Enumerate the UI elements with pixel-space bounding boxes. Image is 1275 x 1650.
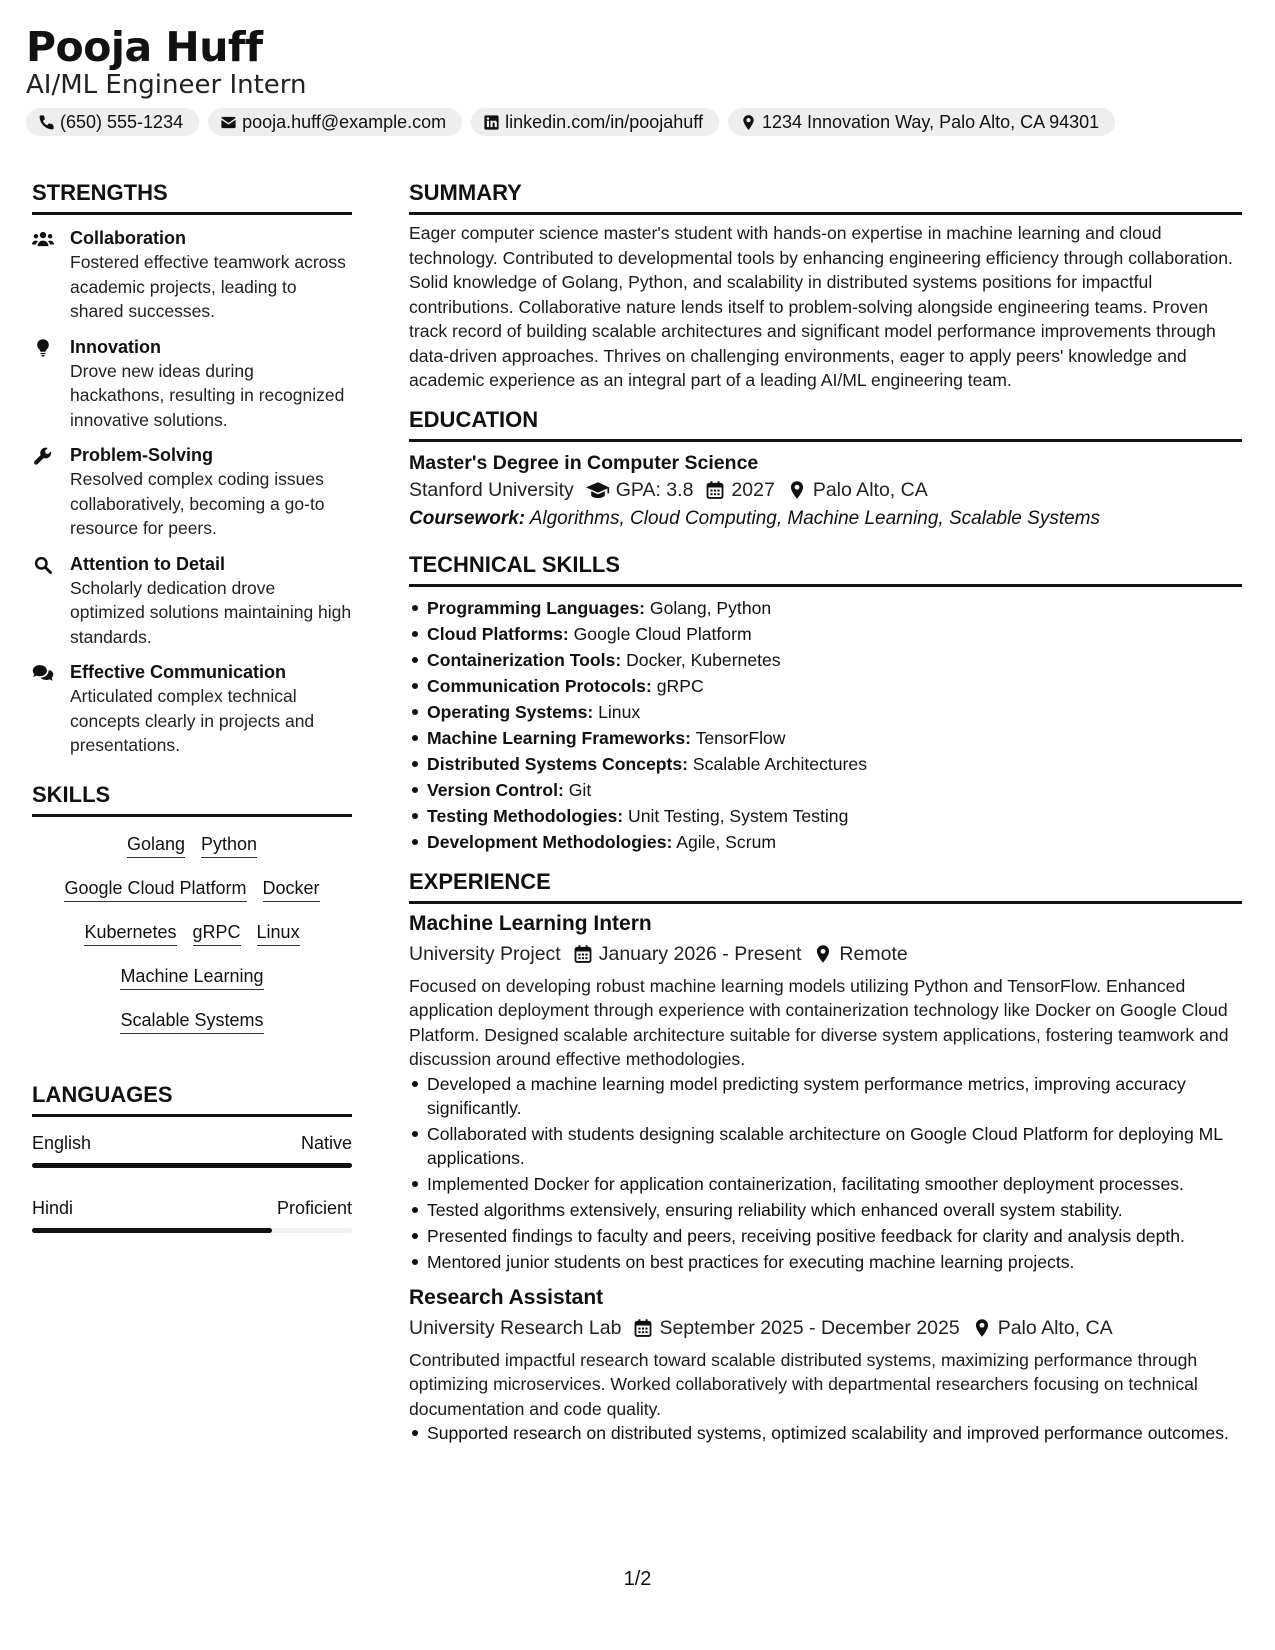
contact-linkedin[interactable] — [471, 108, 719, 136]
school-name: Stanford University — [409, 478, 574, 501]
language-proficiency-bar — [32, 1228, 352, 1233]
strength-desc: Articulated complex technical concepts clearly in projects and presentations. — [70, 686, 315, 755]
education-location: Palo Alto, CA — [812, 478, 928, 501]
technical-skills-heading: TECHNICAL SKILLS — [409, 550, 1242, 587]
skill-tag: gRPC — [193, 921, 241, 946]
calendar-icon — [705, 480, 725, 500]
coursework-list: Algorithms, Cloud Computing, Machine Learning, Scalable Systems — [529, 507, 1100, 529]
graduation-year: 2027 — [731, 478, 775, 501]
strengths-list — [32, 226, 352, 758]
contact-bar — [26, 108, 1255, 136]
list-item: Programming Languages: Golang, Python — [409, 595, 1242, 621]
comments-icon — [32, 663, 54, 683]
page-number: 1/2 — [623, 1568, 652, 1590]
list-item: Operating Systems: Linux — [409, 699, 1242, 725]
job-dates: January 2026 - Present — [598, 942, 802, 965]
language-proficiency-bar — [32, 1163, 352, 1168]
strength-desc: Fostered effective teamwork across academic projects, leading to shared successes. — [70, 252, 346, 321]
job-dates: September 2025 - December 2025 — [659, 1316, 960, 1339]
job-summary: Focused on developing robust machine learning models utilizing Python and TensorFlow. Enhanced application deployment through experience with containerization technology like Docker on Google Cloud Platform. Designed scalable architecture suitable for diverse system applications, fostering teamwork and discussion around effective methodologies. — [409, 975, 1229, 1069]
language-name: Hindi — [32, 1197, 74, 1218]
strength-title: Collaboration — [70, 228, 186, 248]
envelope-icon — [220, 114, 237, 131]
education-heading: EDUCATION — [409, 405, 1242, 442]
strength-title: Effective Communication — [70, 662, 287, 682]
job-org: University Research Lab — [409, 1316, 622, 1339]
strength-title: Problem-Solving — [70, 445, 214, 465]
summary-text: Eager computer science master's student with hands-on expertise in machine learning and cloud technology. Contributed to developmental tools by enhancing engineering efficiency through collaboration. Solid knowledge of Golang, Python, and scalability in distributed systems positions for impactful contributions. Collaborative nature lends itself to problem-solving alongside engineering teams. Proven track record of building scalable architectures and significant model performance improvements through data-driven approaches. Thrives on challenging environments, eager to apply peers' knowledge and academic experience as an integral part of a leading AI/ML engineering team. — [409, 223, 1233, 390]
resume-header — [26, 22, 1255, 136]
language-item — [32, 1131, 352, 1168]
calendar-icon — [633, 1318, 653, 1338]
list-item: Mentored junior students on best practices for executing machine learning projects. — [409, 1250, 1242, 1274]
summary-heading: SUMMARY — [409, 178, 1242, 215]
degree-title: Master's Degree in Computer Science — [409, 451, 759, 474]
map-pin-icon — [813, 944, 833, 964]
skill-tag: Scalable Systems — [120, 1009, 263, 1034]
gpa-value: GPA: 3.8 — [615, 478, 694, 501]
skill-tag: Machine Learning — [120, 965, 263, 990]
calendar-icon — [573, 944, 593, 964]
job-org: University Project — [409, 942, 561, 965]
skill-tag: Google Cloud Platform — [64, 877, 246, 902]
list-item: Containerization Tools: Docker, Kubernetes — [409, 647, 1242, 673]
job-bullets — [409, 1072, 1242, 1274]
contact-email[interactable] — [208, 108, 462, 136]
language-proficiency-fill — [32, 1163, 352, 1168]
job-title: Machine Learning Intern — [409, 911, 652, 935]
strengths-heading: STRENGTHS — [32, 178, 352, 215]
map-pin-icon — [740, 114, 757, 131]
candidate-name: Pooja Huff — [26, 23, 263, 71]
list-item: Developed a machine learning model predicting system performance metrics, improving accuracy significantly. — [409, 1072, 1242, 1121]
lightbulb-icon — [32, 338, 54, 358]
job-entry — [409, 1284, 1242, 1446]
job-location: Remote — [839, 942, 908, 965]
list-item: Supported research on distributed systems, optimized scalability and improved performance outcomes. — [409, 1421, 1242, 1445]
strength-item — [32, 660, 352, 758]
skill-tag: Docker — [263, 877, 320, 902]
skill-tag: Golang — [127, 833, 185, 858]
strength-item — [32, 335, 352, 433]
language-proficiency-fill — [32, 1228, 272, 1233]
list-item: Presented findings to faculty and peers, receiving positive feedback for clarity and analysis depth. — [409, 1224, 1242, 1248]
language-level: Native — [300, 1132, 352, 1153]
skill-tag: Kubernetes — [84, 921, 176, 946]
graduation-cap-icon — [586, 480, 610, 500]
strength-item — [32, 443, 352, 541]
list-item: Implemented Docker for application containerization, facilitating smoother deployment processes. — [409, 1172, 1242, 1196]
strength-desc: Drove new ideas during hackathons, resulting in recognized innovative solutions. — [70, 360, 345, 430]
contact-address-text: 1234 Innovation Way, Palo Alto, CA 94301 — [761, 111, 1100, 132]
users-icon — [32, 229, 54, 249]
list-item: Development Methodologies: Agile, Scrum — [409, 829, 1242, 855]
technical-skills-list — [409, 595, 1242, 855]
strength-item — [32, 226, 352, 324]
strength-desc: Scholarly dedication drove optimized solutions maintaining high standards. — [70, 577, 352, 647]
skills-heading: SKILLS — [32, 780, 352, 817]
job-bullets — [409, 1421, 1242, 1445]
list-item: Distributed Systems Concepts: Scalable Architectures — [409, 751, 1242, 777]
strength-title: Attention to Detail — [70, 553, 225, 574]
list-item: Cloud Platforms: Google Cloud Platform — [409, 621, 1242, 647]
map-pin-icon — [787, 480, 807, 500]
contact-phone-text: (650) 555-1234 — [60, 111, 184, 132]
strength-desc: Resolved complex coding issues collaboratively, becoming a go-to resource for peers. — [70, 469, 325, 538]
map-pin-icon — [972, 1318, 992, 1338]
language-item — [32, 1196, 352, 1233]
experience-heading: EXPERIENCE — [409, 867, 1242, 904]
list-item: Communication Protocols: gRPC — [409, 673, 1242, 699]
coursework-label: Coursework: — [409, 507, 526, 529]
language-name: English — [32, 1132, 92, 1153]
candidate-role: AI/ML Engineer Intern — [26, 70, 307, 100]
job-meta — [409, 940, 1242, 968]
job-location: Palo Alto, CA — [997, 1316, 1113, 1339]
language-level: Proficient — [276, 1197, 352, 1218]
strength-title: Innovation — [70, 336, 161, 357]
wrench-icon — [32, 446, 54, 466]
contact-address[interactable] — [728, 108, 1115, 136]
list-item: Version Control: Git — [409, 777, 1242, 803]
skill-tag: Linux — [257, 921, 300, 946]
contact-email-text: pooja.huff@example.com — [242, 111, 447, 132]
left-column — [32, 178, 352, 1233]
magnifier-icon — [32, 555, 54, 575]
contact-phone[interactable] — [26, 108, 199, 136]
job-meta — [409, 1314, 1242, 1342]
skills-tag-cloud — [32, 817, 352, 1034]
right-column — [409, 178, 1242, 1447]
linkedin-icon — [483, 114, 500, 131]
list-item: Collaborated with students designing scalable architecture on Google Cloud Platform for deploying ML applications. — [409, 1122, 1242, 1171]
job-summary: Contributed impactful research toward scalable distributed systems, maximizing performance through optimizing microservices. Worked collaboratively with departmental researchers focusing on technical documentation and code quality. — [409, 1349, 1198, 1419]
phone-icon — [38, 114, 55, 131]
job-entry — [409, 910, 1242, 1274]
contact-linkedin-text: linkedin.com/in/poojahuff — [505, 111, 703, 132]
list-item: Machine Learning Frameworks: TensorFlow — [409, 725, 1242, 751]
list-item: Testing Methodologies: Unit Testing, System Testing — [409, 803, 1242, 829]
coursework-line — [409, 504, 1242, 534]
job-title: Research Assistant — [409, 1285, 604, 1309]
education-meta — [409, 476, 1242, 504]
list-item: Tested algorithms extensively, ensuring reliability which enhanced overall system stability. — [409, 1198, 1242, 1222]
strength-item — [32, 552, 352, 650]
skill-tag: Python — [201, 833, 257, 858]
languages-heading: LANGUAGES — [32, 1080, 352, 1117]
